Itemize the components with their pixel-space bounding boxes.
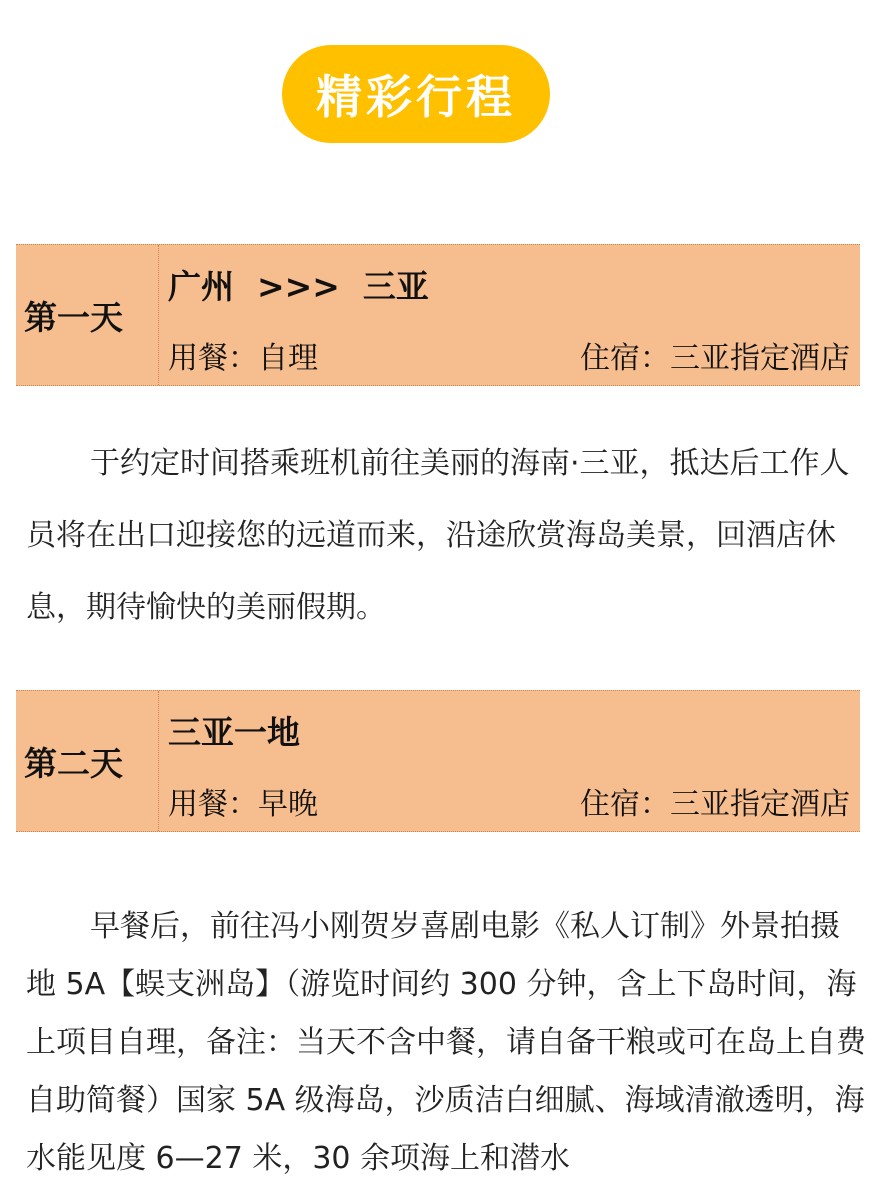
day-header-2: [16, 690, 860, 832]
day-meal: 用餐：自理: [168, 341, 318, 376]
section-title: 精彩行程: [282, 45, 550, 143]
day-label: 第二天: [16, 691, 159, 831]
day-hotel: 住宿：三亚指定酒店: [580, 787, 850, 822]
day-label: 第一天: [16, 245, 159, 385]
day-route: 三亚一地: [168, 713, 300, 752]
day-hotel: 住宿：三亚指定酒店: [580, 341, 850, 376]
day-header-1: [16, 244, 860, 386]
day-route: 广州 >>> 三亚: [168, 267, 429, 306]
day-meal: 用餐：早晚: [168, 787, 318, 822]
day-description-1: 于约定时间搭乘班机前往美丽的海南·三亚，抵达后工作人员将在出口迎接您的远道而来，沿途欣赏海岛美景，回酒店休息，期待愉快的美丽假期。: [26, 446, 850, 625]
day-description-2: 早餐后，前往冯小刚贺岁喜剧电影《私人订制》外景拍摄地 5A【蜈支洲岛】（游览时间约 300 分钟，含上下岛时间，海上项目自理，备注：当天不含中餐，请自备干粮或可在岛上自费自助简餐）国家 5A 级海岛，沙质洁白细腻、海域清澈透明，海水能见度 6—27 米，30 余项海上和潜水: [26, 909, 866, 1176]
